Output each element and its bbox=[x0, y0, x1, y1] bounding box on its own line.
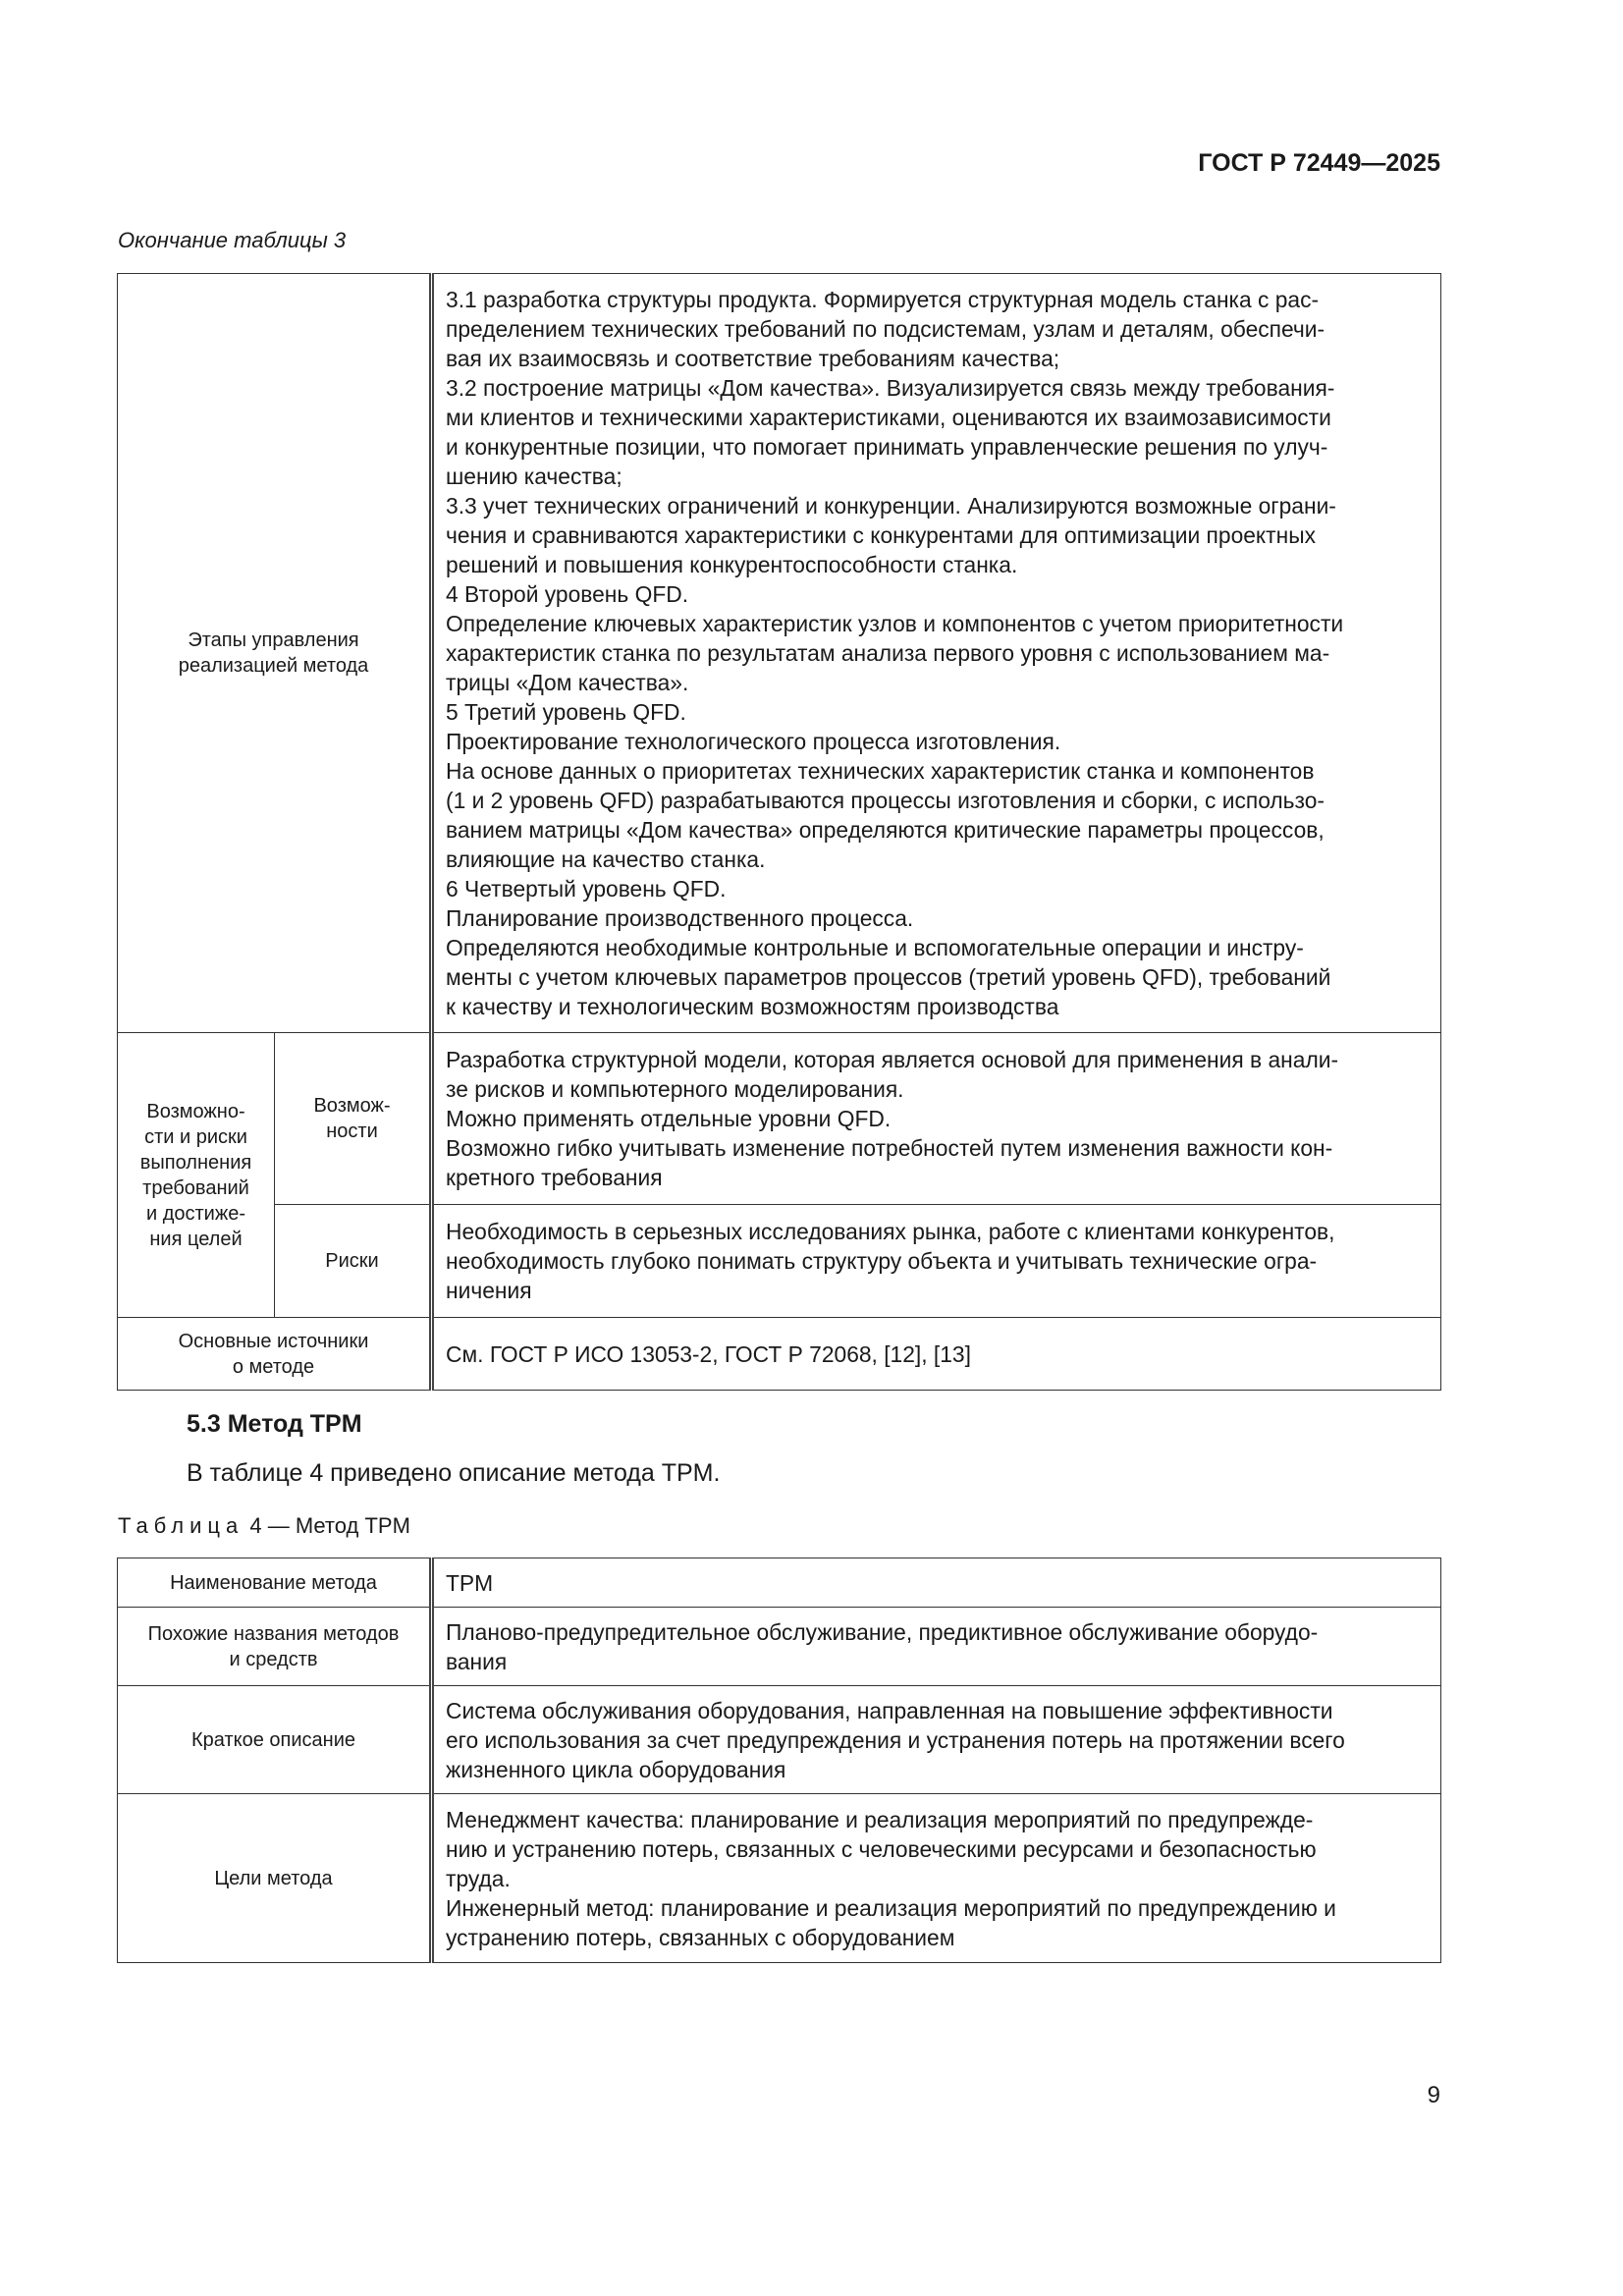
row-text-similar-names bbox=[432, 1608, 1441, 1686]
section-intro: В таблице 4 приведено описание метода TPM. bbox=[187, 1459, 721, 1487]
table-caption-word: Таблица bbox=[118, 1513, 244, 1538]
text-line: реализацией метода bbox=[178, 655, 369, 677]
table-row bbox=[118, 1033, 1441, 1205]
text-line: кретного требования bbox=[446, 1165, 663, 1190]
section-title: 5.3 Метод TPM bbox=[187, 1410, 362, 1438]
text-line: Похожие названия методов bbox=[147, 1622, 400, 1645]
text-line: вания bbox=[446, 1648, 508, 1674]
text-line: характеристик станка по результатам анализа первого уровня с использованием ма- bbox=[446, 640, 1330, 666]
text-line: Краткое описание bbox=[191, 1728, 355, 1751]
row-label-method-name bbox=[118, 1558, 432, 1608]
text-line: 6 Четвертый уровень QFD. bbox=[446, 876, 727, 902]
row-text-short-description bbox=[432, 1686, 1441, 1794]
text-line: Возможно гибко учитывать изменение потребностей путем изменения важности кон- bbox=[446, 1135, 1333, 1161]
text-line: Возмож- bbox=[313, 1095, 391, 1117]
text-line: ничения bbox=[446, 1278, 532, 1303]
table-row bbox=[118, 1318, 1441, 1391]
table-3 bbox=[117, 273, 1441, 1391]
text-line: Определяются необходимые контрольные и вспомогательные операции и инстру- bbox=[446, 935, 1304, 960]
row-text-method-goals bbox=[432, 1794, 1441, 1963]
text-line: и конкурентные позиции, что помогает принимать управленческие решения по улуч- bbox=[446, 434, 1328, 460]
table-4-caption bbox=[118, 1513, 410, 1539]
row-label-stages bbox=[118, 274, 432, 1033]
row-text-opportunities bbox=[432, 1033, 1441, 1205]
document-id: ГОСТ Р 72449—2025 bbox=[1198, 149, 1440, 177]
table-continuation-caption: Окончание таблицы 3 bbox=[118, 228, 347, 252]
table-row bbox=[118, 1794, 1441, 1963]
text-line: влияющие на качество станка. bbox=[446, 847, 766, 872]
text-line: Инженерный метод: планирование и реализация мероприятий по предупреждению и bbox=[446, 1894, 1336, 1921]
text-line: 3.2 построение матрицы «Дом качества». Визуализируется связь между требования- bbox=[446, 375, 1335, 401]
text-line: о методе bbox=[232, 1355, 315, 1378]
text-line: жизненного цикла оборудования bbox=[446, 1756, 786, 1782]
text-line: (1 и 2 уровень QFD) разрабатываются процессы изготовления и сборки, с использо- bbox=[446, 788, 1325, 813]
text-line: пределением технических требований по подсистемам, узлам и деталям, обеспечи- bbox=[446, 316, 1325, 342]
text-line: 3.3 учет технических ограничений и конкуренции. Анализируются возможные ограни- bbox=[446, 493, 1336, 519]
table-row bbox=[118, 274, 1441, 1033]
text-line: и достиже- bbox=[145, 1202, 245, 1225]
row-label-risks bbox=[275, 1205, 432, 1318]
row-label-method-goals bbox=[118, 1794, 432, 1963]
text-line: Планирование производственного процесса. bbox=[446, 905, 914, 931]
text-line: нию и устранению потерь, связанных с человеческими ресурсами и безопасностью bbox=[446, 1835, 1317, 1862]
text-line: труда. bbox=[446, 1865, 511, 1891]
row-label-opportunities bbox=[275, 1033, 432, 1205]
text-line: сти и риски bbox=[144, 1125, 247, 1148]
text-line: ванием матрицы «Дом качества» определяются критические параметры процессов, bbox=[446, 817, 1325, 843]
row-label-risks-group bbox=[118, 1033, 275, 1318]
text-line: менты с учетом ключевых параметров процессов (третий уровень QFD), требований bbox=[446, 964, 1331, 990]
text-line: Разработка структурной модели, которая является основой для применения в анали- bbox=[446, 1047, 1339, 1072]
text-line: TPM bbox=[446, 1569, 494, 1596]
row-text-stages bbox=[432, 274, 1441, 1033]
table-row bbox=[118, 1205, 1441, 1318]
text-line: Основные источники bbox=[178, 1330, 369, 1352]
text-line: Менеджмент качества: планирование и реализация мероприятий по предупрежде- bbox=[446, 1806, 1314, 1832]
text-line: См. ГОСТ Р ИСО 13053-2, ГОСТ Р 72068, [12], [13] bbox=[446, 1340, 971, 1367]
text-line: трицы «Дом качества». bbox=[446, 670, 689, 695]
table-row bbox=[118, 1686, 1441, 1794]
text-line: На основе данных о приоритетах технических характеристик станка и компонентов bbox=[446, 758, 1315, 784]
text-line: Наименование метода bbox=[170, 1571, 377, 1594]
text-line: ности bbox=[326, 1121, 378, 1142]
text-line: выполнения bbox=[139, 1151, 252, 1174]
text-line: необходимость глубоко понимать структуру объекта и учитывать технические огра- bbox=[446, 1248, 1318, 1274]
text-line: Система обслуживания оборудования, направленная на повышение эффективности bbox=[446, 1697, 1333, 1723]
text-line: шению качества; bbox=[446, 464, 622, 489]
table-row bbox=[118, 1558, 1441, 1608]
text-line: 3.1 разработка структуры продукта. Формируется структурная модель станка с рас- bbox=[446, 287, 1320, 312]
text-line: чения и сравниваются характеристики с конкурентами для оптимизации проектных bbox=[446, 522, 1316, 548]
text-line: 4 Второй уровень QFD. bbox=[446, 581, 689, 607]
row-text-sources bbox=[432, 1318, 1441, 1391]
row-label-short-description bbox=[118, 1686, 432, 1794]
row-text-risks bbox=[432, 1205, 1441, 1318]
row-label-similar-names bbox=[118, 1608, 432, 1686]
text-line: к качеству и технологическим возможностям производства bbox=[446, 994, 1059, 1019]
text-line: ния целей bbox=[149, 1228, 243, 1250]
text-line: Определение ключевых характеристик узлов и компонентов с учетом приоритетности bbox=[446, 611, 1344, 636]
text-line: Возможно- bbox=[146, 1100, 245, 1122]
text-line: зе рисков и компьютерного моделирования. bbox=[446, 1076, 904, 1102]
text-line: Этапы управления bbox=[188, 629, 359, 651]
page-number: 9 bbox=[1427, 2082, 1440, 2108]
text-line: Риски bbox=[325, 1250, 379, 1272]
text-line: Планово-предупредительное обслуживание, предиктивное обслуживание оборудо- bbox=[446, 1618, 1319, 1645]
text-line: решений и повышения конкурентоспособности станка. bbox=[446, 552, 1018, 577]
text-line: требований bbox=[142, 1176, 249, 1199]
row-label-sources bbox=[118, 1318, 432, 1391]
table-row bbox=[118, 1608, 1441, 1686]
row-text-method-name bbox=[432, 1558, 1441, 1608]
text-line: устранению потерь, связанных с оборудованием bbox=[446, 1924, 955, 1950]
text-line: Проектирование технологического процесса изготовления. bbox=[446, 729, 1061, 754]
text-line: его использования за счет предупреждения и устранения потерь на протяжении всего bbox=[446, 1726, 1345, 1753]
text-line: Можно применять отдельные уровни QFD. bbox=[446, 1106, 892, 1131]
text-line: Необходимость в серьезных исследованиях рынка, работе с клиентами конкурентов, bbox=[446, 1219, 1335, 1244]
text-line: и средств bbox=[229, 1648, 318, 1670]
table-caption-title: 4 — Метод TPM bbox=[249, 1513, 410, 1538]
text-line: ми клиентов и техническими характеристиками, оцениваются их взаимозависимости bbox=[446, 405, 1331, 430]
text-line: 5 Третий уровень QFD. bbox=[446, 699, 686, 725]
text-line: Цели метода bbox=[214, 1867, 333, 1889]
table-4 bbox=[117, 1558, 1441, 1963]
text-line: вая их взаимосвязь и соответствие требованиям качества; bbox=[446, 346, 1060, 371]
